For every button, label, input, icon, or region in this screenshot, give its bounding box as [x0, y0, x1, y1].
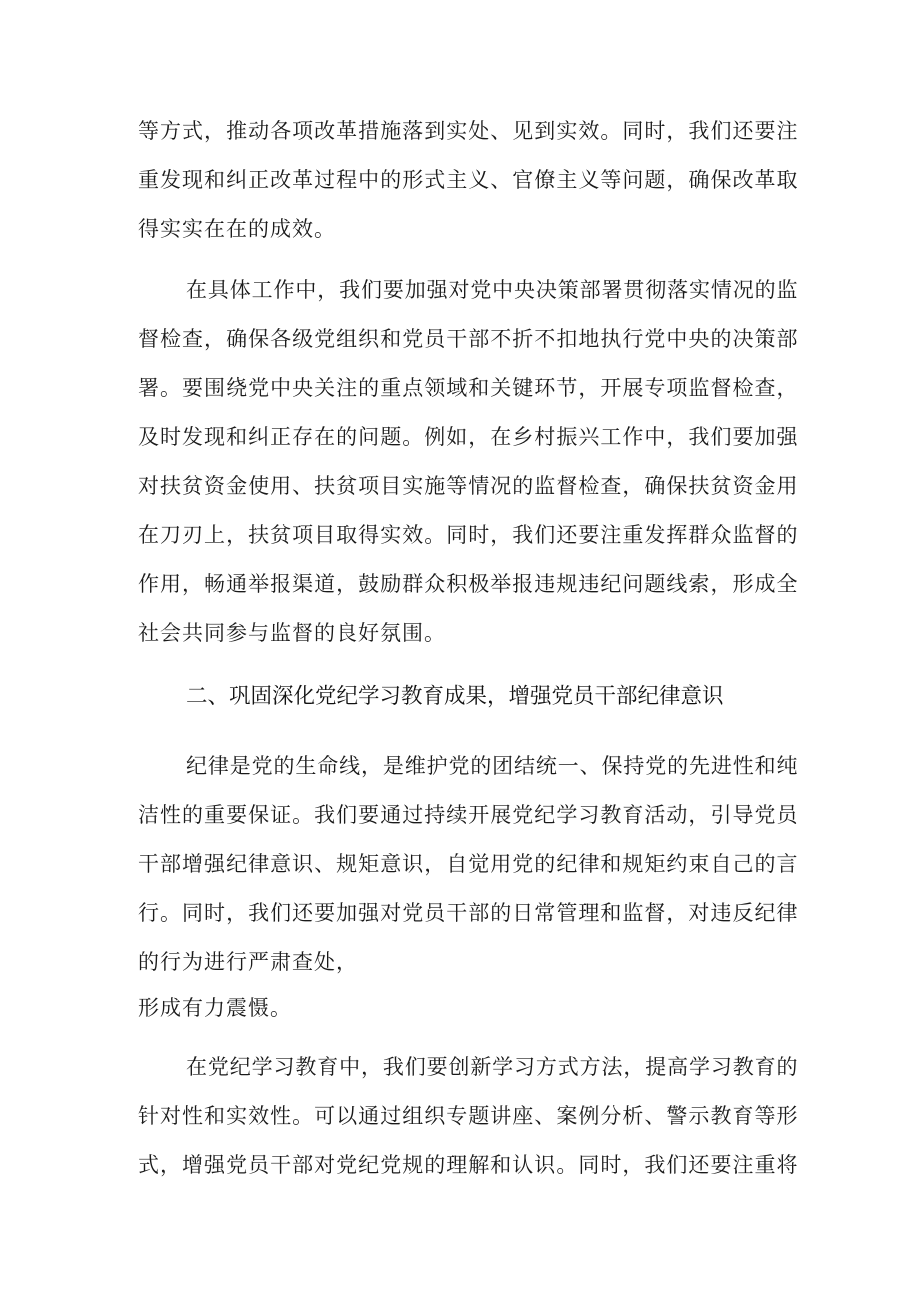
paragraph-line: 行。同时，我们还要加强对党员干部的日常管理和监督，对违反纪律	[138, 901, 798, 925]
paragraph-line: 得实实在在的成效。	[138, 217, 336, 241]
paragraph-line: 社会共同参与监督的良好氛围。	[138, 621, 446, 645]
paragraph-line: 及时发现和纠正存在的问题。例如，在乡村振兴工作中，我们要加强	[138, 425, 798, 449]
paragraph-line: 在具体工作中，我们要加强对党中央决策部署贯彻落实情况的监	[186, 278, 798, 302]
paragraph-line: 针对性和实效性。可以通过组织专题讲座、案例分析、警示教育等形	[138, 1104, 798, 1128]
paragraph-line: 对扶贫资金使用、扶贫项目实施等情况的监督检查，确保扶贫资金用	[138, 474, 798, 498]
paragraph-line: 署。要围绕党中央关注的重点领域和关键环节，开展专项监督检查，	[138, 376, 798, 400]
paragraph-line: 等方式，推动各项改革措施落到实处、见到实效。同时，我们还要注	[138, 119, 798, 143]
paragraph-line: 重发现和纠正改革过程中的形式主义、官僚主义等问题，确保改革取	[138, 168, 798, 192]
section-heading: 二、巩固深化党纪学习教育成果，增强党员干部纪律意识	[186, 684, 724, 709]
paragraph-line: 的行为进行严肃查处，	[138, 950, 358, 974]
paragraph-line: 干部增强纪律意识、规矩意识，自觉用党的纪律和规矩约束自己的言	[138, 852, 798, 876]
paragraph-line: 纪律是党的生命线，是维护党的团结统一、保持党的先进性和纯	[186, 754, 798, 778]
paragraph-line: 形成有力震慑。	[138, 996, 292, 1020]
paragraph-line: 洁性的重要保证。我们要通过持续开展党纪学习教育活动，引导党员	[138, 803, 798, 827]
paragraph-line: 督检查，确保各级党组织和党员干部不折不扣地执行党中央的决策部	[138, 327, 798, 351]
paragraph-line: 作用，畅通举报渠道，鼓励群众积极举报违规违纪问题线索，形成全	[138, 572, 798, 596]
paragraph-line: 在刀刃上，扶贫项目取得实效。同时，我们还要注重发挥群众监督的	[138, 523, 798, 547]
paragraph-line: 在党纪学习教育中，我们要创新学习方式方法，提高学习教育的	[186, 1055, 798, 1079]
paragraph-line: 式，增强党员干部对党纪党规的理解和认识。同时，我们还要注重将	[138, 1153, 798, 1177]
